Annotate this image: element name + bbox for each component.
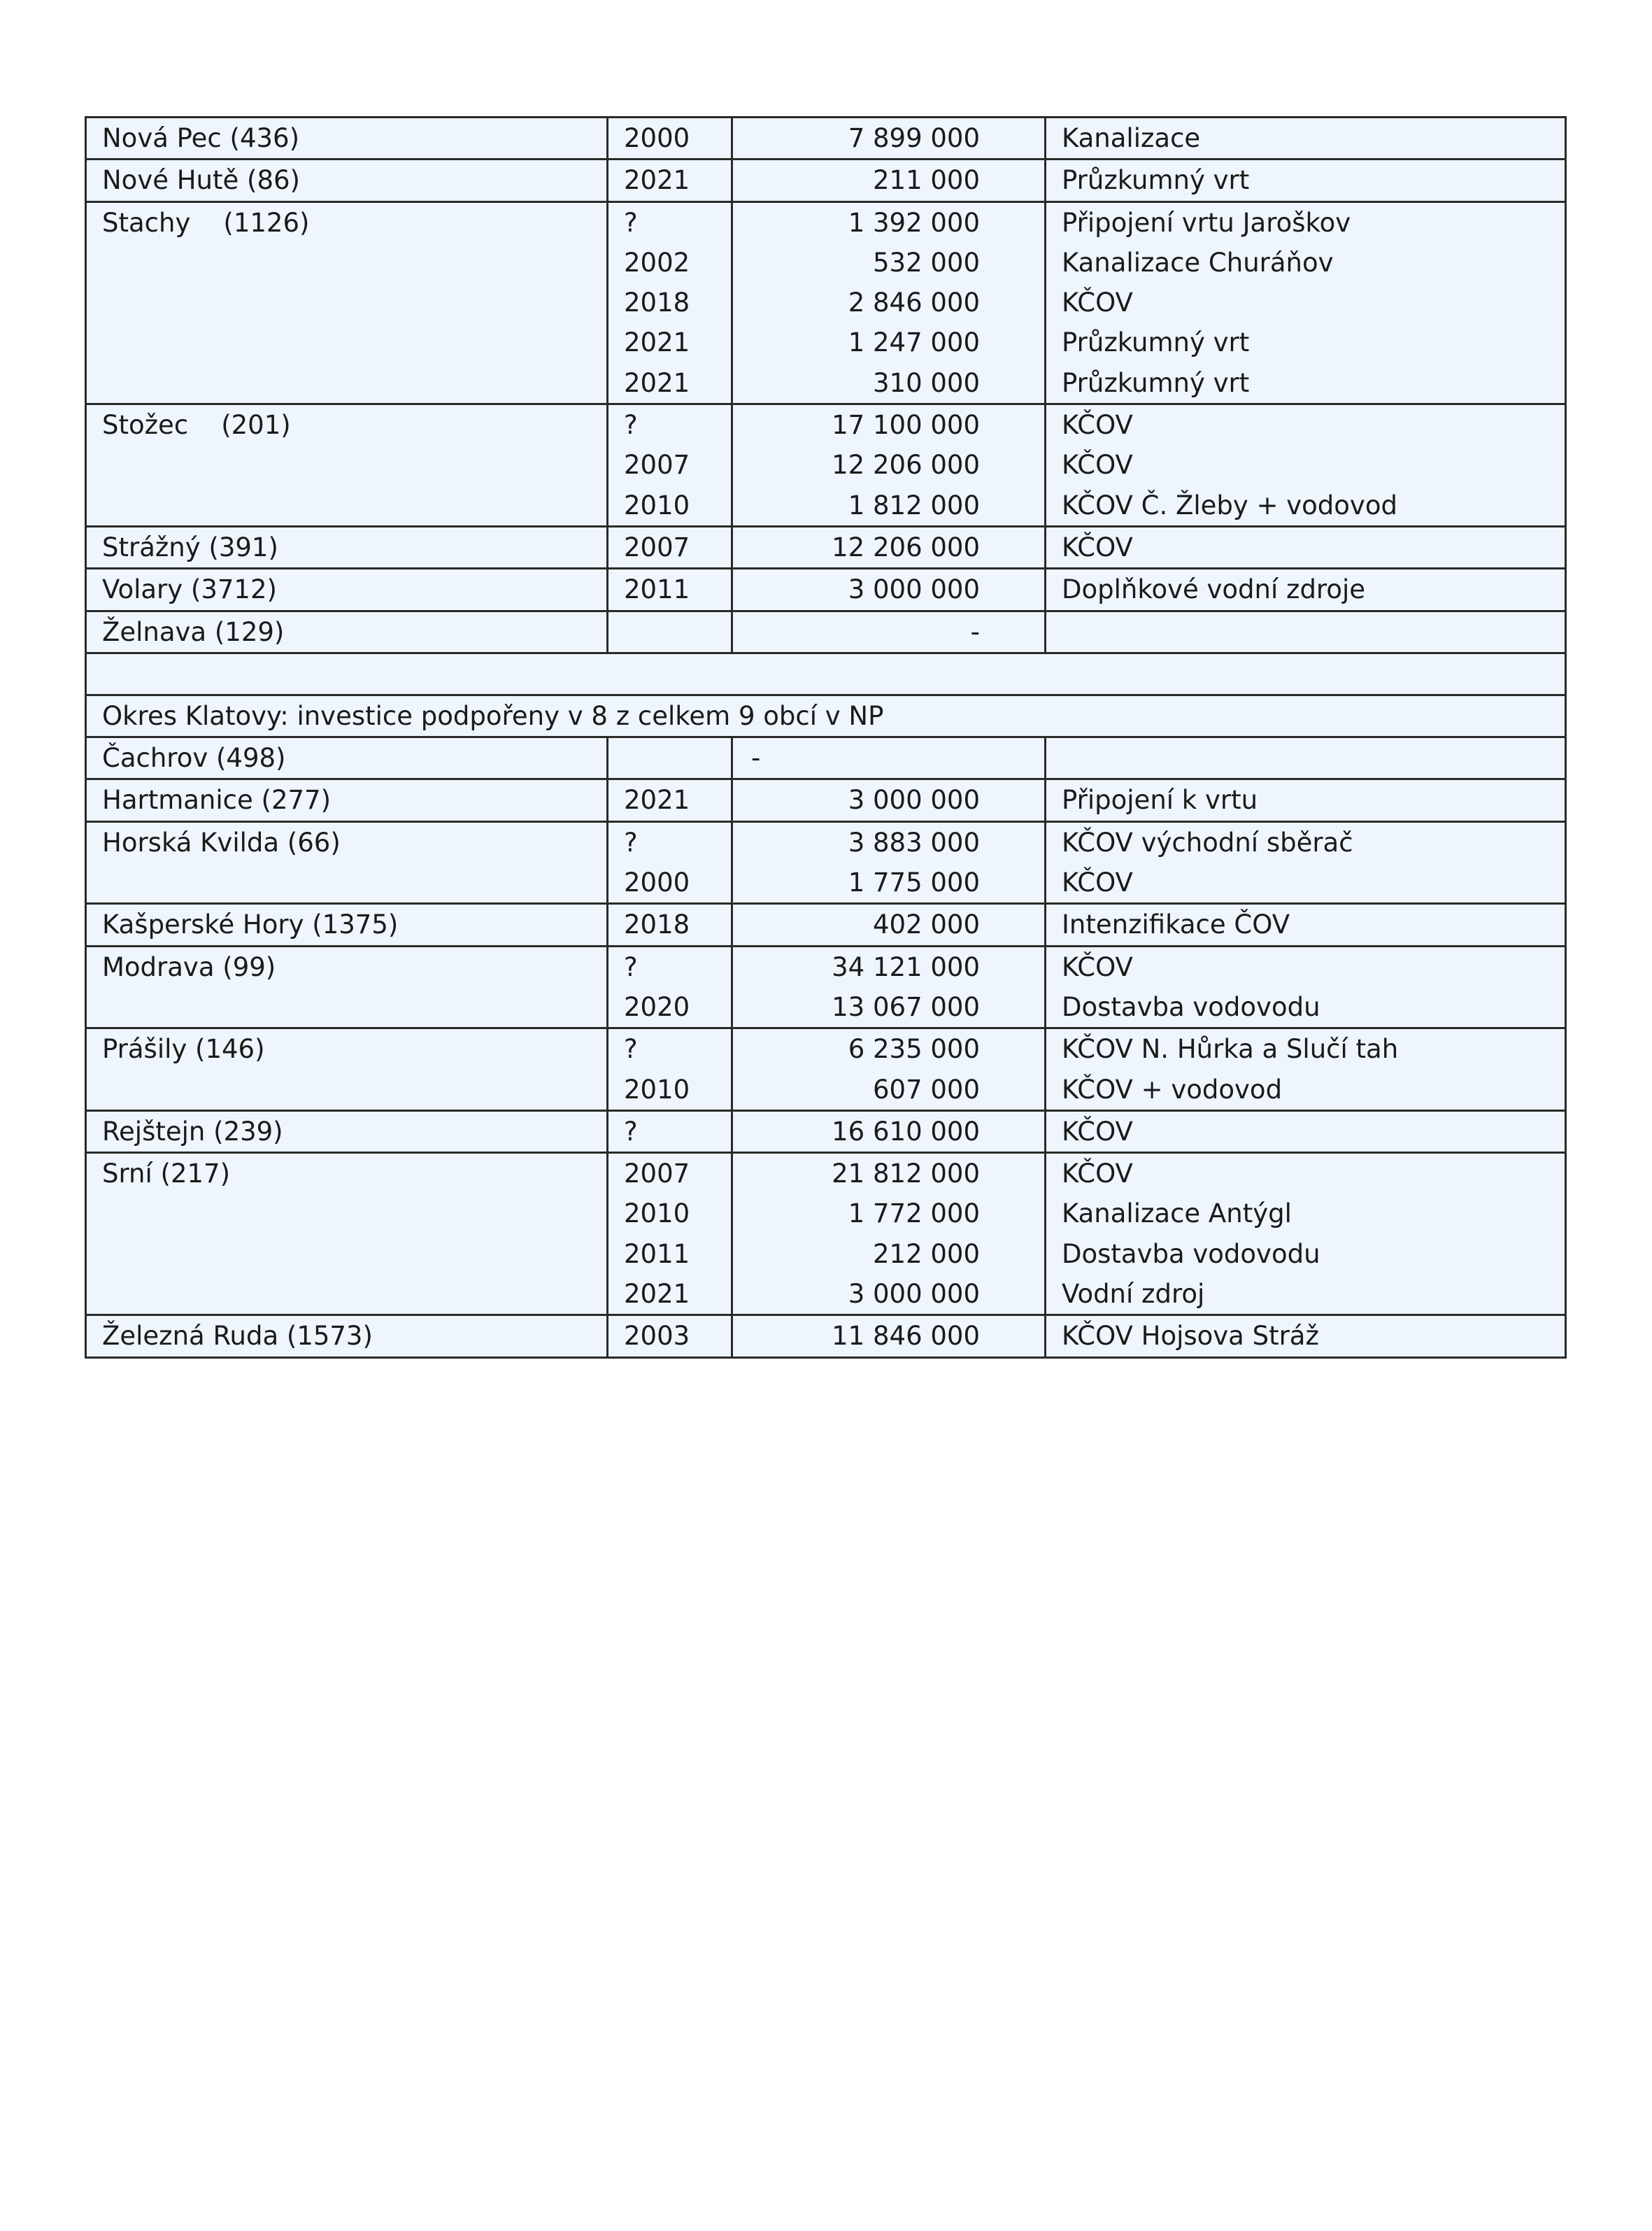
description-value: Připojení k vrtu	[1062, 785, 1258, 816]
municipality-cell: Prášily (146)	[86, 1028, 608, 1111]
year-cell	[608, 404, 732, 527]
municipality-cell: Horská Kvilda (66)	[86, 821, 608, 904]
amount-value: 3 000 000	[848, 1279, 980, 1310]
description-value: KČOV N. Hůrka a Slučí tah	[1062, 1034, 1399, 1065]
description-cell	[1046, 946, 1566, 1028]
description-value: Kanalizace Antýgl	[1062, 1198, 1292, 1229]
municipality-cell: Volary (3712)	[86, 569, 608, 611]
year-value: 2021	[624, 1279, 690, 1310]
description-cell	[1046, 201, 1566, 404]
description-cell	[1046, 404, 1566, 527]
amount-value: 2 846 000	[848, 288, 980, 318]
amount-cell	[732, 821, 1046, 904]
table-row	[86, 946, 1566, 1028]
year-value: 2021	[624, 327, 690, 358]
spacer-row	[86, 653, 1566, 695]
description-cell	[1046, 611, 1566, 653]
description-cell	[1046, 904, 1566, 946]
description-value: KČOV	[1062, 532, 1133, 562]
year-value: 2020	[624, 991, 690, 1022]
table-row	[86, 904, 1566, 946]
table-row	[86, 160, 1566, 201]
table-row	[86, 1110, 1566, 1152]
year-cell	[608, 526, 732, 568]
investment-table-body	[86, 118, 1566, 1358]
year-value: 2011	[624, 574, 690, 605]
municipality-cell: Stachy (1126)	[86, 201, 608, 404]
amount-value: 7 899 000	[848, 123, 980, 153]
municipality-cell: Strážný (391)	[86, 526, 608, 568]
table-row	[86, 569, 1566, 611]
spacer-cell	[86, 653, 1566, 695]
description-value: KČOV	[1062, 951, 1133, 982]
description-cell	[1046, 1110, 1566, 1152]
year-value: 2021	[624, 367, 690, 398]
description-cell	[1046, 737, 1566, 779]
amount-value: 1 247 000	[848, 327, 980, 358]
year-value: 2021	[624, 165, 690, 196]
description-cell	[1046, 160, 1566, 201]
description-value: KČOV	[1062, 867, 1133, 898]
amount-value: 34 121 000	[832, 951, 980, 982]
table-row	[86, 611, 1566, 653]
year-cell	[608, 611, 732, 653]
description-value: KČOV + vodovod	[1062, 1074, 1283, 1105]
description-cell	[1046, 821, 1566, 904]
year-value: 2003	[624, 1321, 690, 1352]
description-value: KČOV východní sběrač	[1062, 827, 1353, 858]
amount-cell	[732, 737, 1046, 779]
description-value: KČOV Č. Žleby + vodovod	[1062, 490, 1397, 520]
amount-value: 1 392 000	[848, 207, 980, 238]
amount-cell	[732, 779, 1046, 821]
description-value	[1062, 738, 1549, 778]
amount-cell	[732, 904, 1046, 946]
municipality-cell: Modrava (99)	[86, 946, 608, 1028]
amount-cell	[732, 611, 1046, 653]
year-cell	[608, 118, 732, 160]
amount-cell	[732, 160, 1046, 201]
table-row	[86, 1315, 1566, 1357]
amount-value: 1 812 000	[848, 490, 980, 520]
table-row	[86, 1028, 1566, 1111]
section-header-row	[86, 695, 1566, 737]
amount-cell	[732, 1028, 1046, 1111]
description-value: KČOV	[1062, 1116, 1133, 1147]
description-cell	[1046, 1153, 1566, 1315]
table-row	[86, 404, 1566, 527]
year-value: 2000	[624, 123, 690, 153]
year-value: 2010	[624, 1198, 690, 1229]
year-value: 2018	[624, 288, 690, 318]
table-row	[86, 118, 1566, 160]
table-row	[86, 821, 1566, 904]
year-value: 2002	[624, 247, 690, 278]
table-row	[86, 526, 1566, 568]
municipality-cell: Čachrov (498)	[86, 737, 608, 779]
amount-cell	[732, 946, 1046, 1028]
amount-value: 13 067 000	[832, 991, 980, 1022]
amount-cell	[732, 404, 1046, 527]
amount-value: 532 000	[872, 247, 980, 278]
year-value	[624, 612, 715, 652]
amount-value: 607 000	[872, 1074, 980, 1105]
year-value: 2021	[624, 785, 690, 816]
amount-cell	[732, 201, 1046, 404]
amount-value: 17 100 000	[832, 410, 980, 441]
amount-cell	[732, 1315, 1046, 1357]
description-cell	[1046, 526, 1566, 568]
description-value: KČOV	[1062, 288, 1133, 318]
description-value: Připojení vrtu Jaroškov	[1062, 207, 1351, 238]
description-value: Doplňkové vodní zdroje	[1062, 574, 1366, 605]
amount-cell	[732, 1110, 1046, 1152]
amount-value: 16 610 000	[832, 1116, 980, 1147]
amount-value: 12 206 000	[832, 450, 980, 481]
description-cell	[1046, 779, 1566, 821]
municipality-cell: Stožec (201)	[86, 404, 608, 527]
amount-value: -	[970, 616, 980, 647]
year-cell	[608, 1028, 732, 1111]
description-value: Kanalizace Churáňov	[1062, 247, 1334, 278]
year-cell	[608, 737, 732, 779]
year-value: 2007	[624, 450, 690, 481]
year-value: ?	[624, 1034, 638, 1065]
description-value: KČOV	[1062, 450, 1133, 481]
municipality-cell: Želnava (129)	[86, 611, 608, 653]
amount-cell	[732, 118, 1046, 160]
amount-value: 6 235 000	[848, 1034, 980, 1065]
amount-value: 402 000	[872, 909, 980, 940]
description-value: Průzkumný vrt	[1062, 367, 1250, 398]
description-cell	[1046, 1028, 1566, 1111]
amount-value: -	[751, 743, 761, 774]
description-value: KČOV	[1062, 410, 1133, 441]
description-value: Průzkumný vrt	[1062, 327, 1250, 358]
year-value: ?	[624, 1116, 638, 1147]
amount-value: 1 775 000	[848, 867, 980, 898]
amount-value: 12 206 000	[832, 532, 980, 562]
year-cell	[608, 1153, 732, 1315]
year-value: 2000	[624, 867, 690, 898]
municipality-cell: Hartmanice (277)	[86, 779, 608, 821]
year-cell	[608, 1315, 732, 1357]
table-row	[86, 1153, 1566, 1315]
year-value: 2010	[624, 1074, 690, 1105]
year-cell	[608, 1110, 732, 1152]
year-value: ?	[624, 207, 638, 238]
description-cell	[1046, 569, 1566, 611]
amount-value: 3 000 000	[848, 574, 980, 605]
table-row	[86, 201, 1566, 404]
municipality-cell: Železná Ruda (1573)	[86, 1315, 608, 1357]
table-row	[86, 779, 1566, 821]
municipality-cell: Nová Pec (436)	[86, 118, 608, 160]
description-value: Dostavba vodovodu	[1062, 1238, 1320, 1269]
description-value: Intenzifikace ČOV	[1062, 909, 1290, 940]
section-header: Okres Klatovy: investice podpořeny v 8 z celkem 9 obcí v NP	[86, 695, 1566, 737]
municipality-cell: Rejštejn (239)	[86, 1110, 608, 1152]
amount-value: 21 812 000	[832, 1159, 980, 1189]
amount-cell	[732, 1153, 1046, 1315]
year-value: 2007	[624, 532, 690, 562]
year-cell	[608, 904, 732, 946]
description-value: Dostavba vodovodu	[1062, 991, 1320, 1022]
amount-value: 211 000	[872, 165, 980, 196]
year-cell	[608, 160, 732, 201]
description-value: Kanalizace	[1062, 123, 1201, 153]
amount-value: 3 000 000	[848, 785, 980, 816]
description-value: Průzkumný vrt	[1062, 165, 1250, 196]
municipality-cell: Kašperské Hory (1375)	[86, 904, 608, 946]
amount-value: 11 846 000	[832, 1321, 980, 1352]
year-cell	[608, 946, 732, 1028]
description-value: KČOV Hojsova Stráž	[1062, 1321, 1319, 1352]
year-value: ?	[624, 951, 638, 982]
amount-value: 212 000	[872, 1238, 980, 1269]
year-value: 2007	[624, 1159, 690, 1189]
description-value: KČOV	[1062, 1159, 1133, 1189]
year-value	[624, 738, 715, 778]
municipality-cell: Nové Hutě (86)	[86, 160, 608, 201]
year-value: 2010	[624, 490, 690, 520]
year-value: ?	[624, 827, 638, 858]
amount-value: 1 772 000	[848, 1198, 980, 1229]
year-cell	[608, 201, 732, 404]
year-value: ?	[624, 410, 638, 441]
description-value: Vodní zdroj	[1062, 1279, 1205, 1310]
description-cell	[1046, 1315, 1566, 1357]
description-cell	[1046, 118, 1566, 160]
municipality-cell: Srní (217)	[86, 1153, 608, 1315]
year-cell	[608, 779, 732, 821]
description-value	[1062, 612, 1549, 652]
year-cell	[608, 569, 732, 611]
amount-value: 3 883 000	[848, 827, 980, 858]
table-row	[86, 737, 1566, 779]
amount-cell	[732, 569, 1046, 611]
amount-value: 310 000	[872, 367, 980, 398]
year-value: 2018	[624, 909, 690, 940]
year-cell	[608, 821, 732, 904]
amount-cell	[732, 526, 1046, 568]
year-value: 2011	[624, 1238, 690, 1269]
investment-table	[85, 116, 1567, 1359]
